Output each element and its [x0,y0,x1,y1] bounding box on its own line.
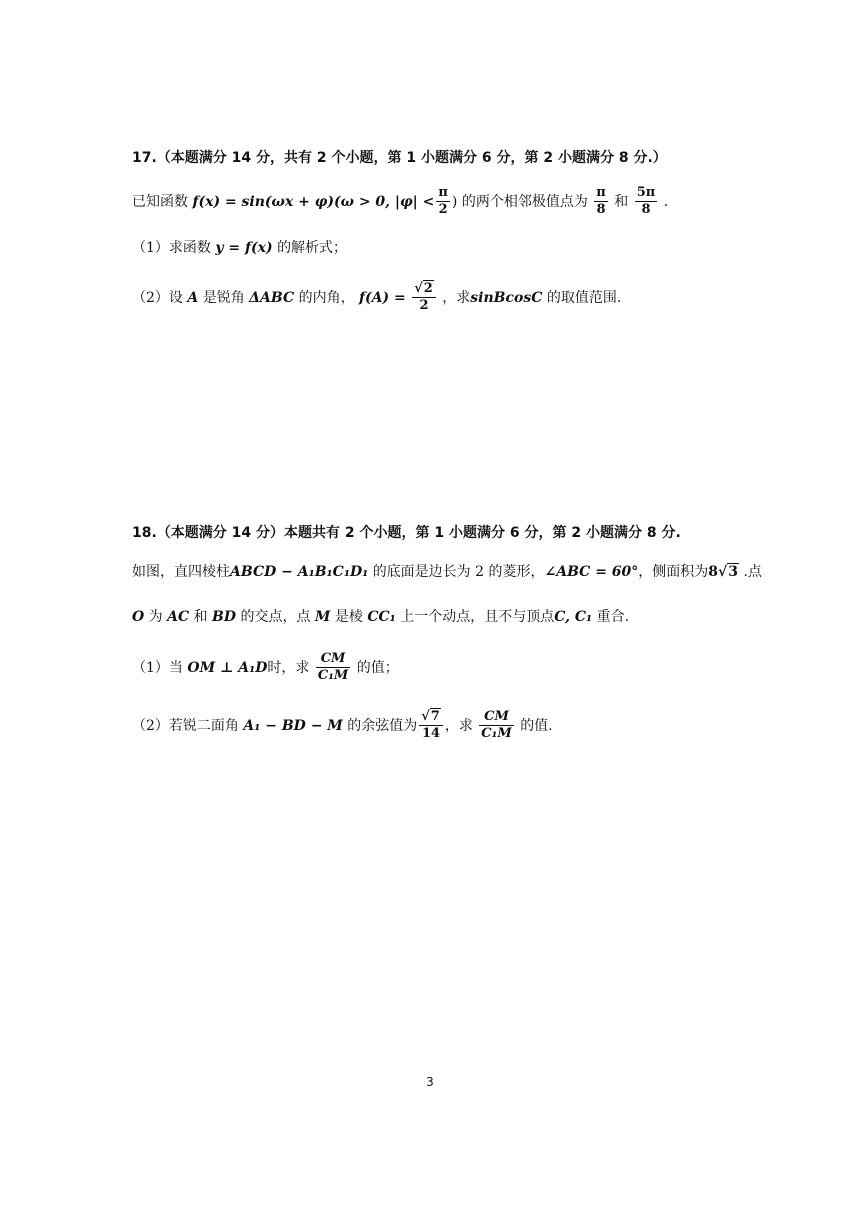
q17-part1 [132,241,347,255]
q17-part1-post: 的解析式； [277,240,348,256]
page-number: 3 [426,1075,434,1089]
q17-frac-sqrt2-2: $\frac{√2}{2}$ [412,282,436,314]
q18-CC1: CC₁ [367,609,396,625]
q18-AC: AC [167,609,190,625]
q18-stem1-mid: 的底面是边长为 2 的菱形， [372,564,545,580]
q18-stem2-t4: 是棱 [334,609,363,625]
q18-area: 8√3 [708,564,738,580]
q17-part2-expr: sinBcosC [470,289,543,306]
q18-stem1-pre: 如图，直四棱柱 [132,564,230,580]
q18-part2-post: 的值. [520,717,553,734]
q17-frac-5pi-8: $\frac{5\pi}{8}$ [636,185,656,218]
q17-part2-A: A [187,289,199,306]
q17-frac-pi-8: $\frac{\pi}{8}$ [596,185,606,218]
q17-part2-mid2: 的内角， [298,289,355,306]
q18-part1-mid: 时，求 [267,659,310,676]
q17-header: 17.（本题满分 14 分，共有 2 个小题，第 1 小题满分 6 分，第 2 小题满分 8 分.） [132,150,667,166]
q18-part1 [132,652,399,684]
q18-part2-mid2: ，求 [444,717,473,734]
q17-part1-pre: （1）求函数 [132,240,211,256]
q18-stem2-t2: 和 [193,609,208,625]
q18-part1-expr: OM ⊥ A₁D [187,659,268,676]
q18-stem2-t3: 的交点，点 [240,609,311,625]
q18-frac2-cm-c1m: $\frac{CM}{\text{C₁M}}$ [481,709,512,742]
q18-stem2-t5: 上一个动点，且不与顶点 [400,609,555,625]
q18-vertices: C, C₁ [554,609,593,625]
q18-part1-pre: （1）当 [132,659,183,676]
q18-stem1-mid2: ，侧面积为 [638,564,709,580]
q18-part1-post: 的值； [356,659,399,676]
q17-part2-triangle: ΔABC [249,289,295,306]
q17-part2-post: 的取值范围. [546,289,622,306]
q18-angle: ∠ABC = 60° [544,564,639,580]
q17-stem [132,186,668,218]
q17-stem-end: . [663,193,669,210]
q18-part2 [132,710,553,742]
q18-prism: ABCD − A₁B₁C₁D₁ [230,564,369,580]
q17-part1-expr: y = f(x) [215,240,273,256]
q17-stem-mid: ) 的两个相邻极值点为 [451,193,588,210]
q18-frac-sqrt7-14: $\frac{√7}{14}$ [419,710,443,742]
q17-function: f(x) = sin(ωx + φ)(ω > 0, |φ| < [192,193,435,210]
q17-frac-pi-2: $\frac{\pi}{2}$ [438,185,448,218]
q17-part2-mid3: ，求 [442,289,471,306]
q17-part2-mid1: 是锐角 [202,289,245,306]
q18-stem-line1 [132,565,762,579]
q18-frac-cm-c1m: $\frac{CM}{\text{C₁M}}$ [317,651,349,684]
q18-stem1-end: .点 [743,564,762,580]
q18-part2-mid: 的余弦值为 [347,717,418,734]
q18-part2-expr: A₁ − BD − M [243,717,343,734]
q17-part2-pre: （2）设 [132,289,183,306]
q18-stem-line2 [132,610,629,624]
q17-and: 和 [614,193,629,210]
q17-stem-pre: 已知函数 [132,193,188,210]
q17-part2-fA: f(A) = [359,289,406,306]
q18-part2-pre: （2）若锐二面角 [132,717,239,734]
q18-stem2-t6: 重合. [596,609,630,625]
q18-stem2-t1: 为 [148,609,163,625]
q18-BD: BD [212,609,237,625]
q17-part2 [132,282,621,314]
q18-M: M [314,609,331,625]
q18-O: O [132,609,145,625]
q18-header: 18.（本题满分 14 分）本题共有 2 个小题，第 1 小题满分 6 分，第 2 小题满分 8 分. [132,525,681,541]
